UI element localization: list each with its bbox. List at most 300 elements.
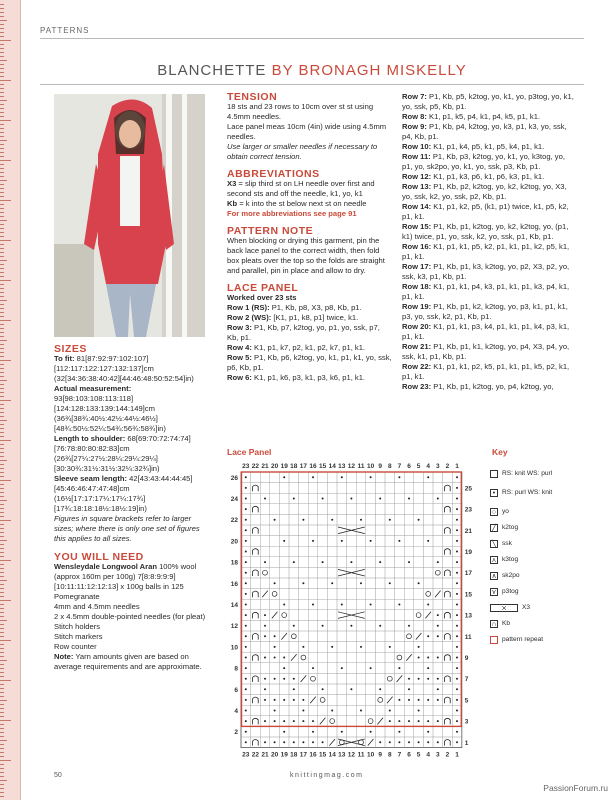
purl-dot bbox=[274, 657, 276, 659]
ruler-tick bbox=[0, 236, 4, 237]
purl-dot bbox=[341, 604, 343, 606]
tension-heading: TENSION bbox=[227, 91, 278, 103]
ruler-tick bbox=[0, 732, 4, 733]
purl-dot bbox=[283, 731, 285, 733]
lace-row-text: P1, Kb, p4, k2tog, yo, k3, p1, k3, yo, ssk, p4, Kb, p1. bbox=[402, 122, 567, 141]
ruler-tick bbox=[0, 308, 4, 309]
lace-panel-chart bbox=[225, 458, 485, 758]
ruler-tick bbox=[0, 576, 4, 577]
ruler-tick bbox=[0, 528, 4, 529]
purl-dot bbox=[456, 741, 458, 743]
purl-dot bbox=[322, 741, 324, 743]
lace-row-label: Row 16: bbox=[402, 242, 432, 251]
purl-dot bbox=[408, 720, 410, 722]
need-item: Stitch markers bbox=[54, 632, 103, 641]
column-label: 13 bbox=[338, 463, 346, 470]
ruler-tick bbox=[0, 72, 4, 73]
purl-dot bbox=[427, 604, 429, 606]
column-label: 16 bbox=[309, 751, 317, 759]
forum-watermark: PassionForum.ru bbox=[543, 783, 608, 793]
purl-dot bbox=[274, 741, 276, 743]
red-box-icon bbox=[490, 636, 498, 644]
ruler-tick bbox=[0, 796, 4, 797]
purl-dot bbox=[245, 657, 247, 659]
purl-dot bbox=[456, 678, 458, 680]
ruler-tick bbox=[0, 400, 11, 401]
purl-dot bbox=[456, 498, 458, 500]
column-label: 11 bbox=[357, 463, 365, 470]
purl-dot bbox=[427, 667, 429, 669]
ruler-tick bbox=[0, 424, 4, 425]
purl-dot bbox=[245, 561, 247, 563]
slash-right-icon: ╱ bbox=[491, 525, 497, 532]
key-item bbox=[490, 524, 518, 532]
lace-row-label: Row 19: bbox=[402, 302, 432, 311]
column-label: 2 bbox=[445, 463, 450, 470]
ruler-tick bbox=[0, 456, 4, 457]
ruler-tick bbox=[0, 320, 11, 321]
purl-dot bbox=[322, 625, 324, 627]
lace-row-text: K1, p1, k5, p4, k1, p4, k5, p1, k1. bbox=[426, 112, 541, 121]
lace-row-text: K1, p1, k1, p5, k2, p1, k1, p1, k2, p5, k1, p1, k1. bbox=[402, 242, 570, 261]
section-tag: PATTERNS bbox=[40, 26, 90, 35]
lace-row-label: Row 23: bbox=[402, 382, 432, 391]
more-abbreviations-link[interactable]: For more abbreviations see page 91 bbox=[227, 209, 357, 218]
column-label: 4 bbox=[426, 751, 431, 759]
ruler-tick bbox=[0, 248, 4, 249]
ruler-tick bbox=[0, 620, 7, 621]
ruler-tick bbox=[0, 40, 11, 41]
lace-row-label: Row 12: bbox=[402, 172, 432, 181]
ruler-tick bbox=[0, 520, 11, 521]
ruler-tick bbox=[0, 776, 4, 777]
purl-dot bbox=[418, 741, 420, 743]
purl-dot bbox=[264, 688, 266, 690]
purl-dot bbox=[398, 699, 400, 701]
row-label: 10 bbox=[230, 644, 238, 652]
purl-dot bbox=[418, 720, 420, 722]
purl-dot bbox=[437, 635, 439, 637]
ruler-tick bbox=[0, 188, 4, 189]
ruler-tick bbox=[0, 272, 4, 273]
ruler-tick bbox=[0, 392, 4, 393]
ruler-tick bbox=[0, 432, 4, 433]
purl-dot bbox=[245, 593, 247, 595]
ruler-tick bbox=[0, 304, 4, 305]
ruler-tick bbox=[0, 324, 4, 325]
ruler-tick bbox=[0, 436, 4, 437]
key-label: RS: knit WS: purl bbox=[502, 470, 553, 477]
lace-row-text: P1, Kb, p1, k3, k2tog, yo, p2, X3, p2, yo, ssk, k3, p1, Kb, p1. bbox=[402, 262, 570, 281]
purl-dot bbox=[389, 710, 391, 712]
purl-dot bbox=[293, 498, 295, 500]
ruler-tick bbox=[0, 276, 4, 277]
purl-dot bbox=[370, 476, 372, 478]
purl-dot bbox=[370, 540, 372, 542]
ruler-tick bbox=[0, 300, 7, 301]
lace-row bbox=[402, 182, 574, 202]
cross-cable-icon: ⨯ bbox=[490, 604, 518, 612]
purl-dot bbox=[312, 667, 314, 669]
purl-dot bbox=[264, 625, 266, 627]
column-label: 6 bbox=[407, 463, 411, 470]
ruler-tick bbox=[0, 640, 11, 641]
purl-dot bbox=[389, 720, 391, 722]
ruler-tick bbox=[0, 560, 11, 561]
ruler-tick bbox=[0, 668, 4, 669]
purl-dot bbox=[293, 741, 295, 743]
ruler-tick bbox=[0, 680, 11, 681]
lace-row-text: P1, Kb, p6, k2tog, yo, k1, p1, k1, yo, ssk, p6, Kb, p1. bbox=[227, 353, 392, 372]
key-label: yo bbox=[502, 508, 509, 515]
purl-dot bbox=[274, 710, 276, 712]
ruler-tick bbox=[0, 264, 4, 265]
purl-dot bbox=[427, 720, 429, 722]
purl-dot bbox=[331, 582, 333, 584]
lace-row-text: K1, p1, k6, p3, k1, p3, k6, p1, k1. bbox=[251, 373, 366, 382]
column-label: 4 bbox=[426, 463, 431, 470]
key-item bbox=[490, 540, 512, 548]
abbreviations-heading: ABBREVIATIONS bbox=[227, 168, 320, 180]
ruler-tick bbox=[0, 516, 4, 517]
purl-dot bbox=[331, 710, 333, 712]
purl-dot bbox=[370, 731, 372, 733]
purl-dot bbox=[379, 688, 381, 690]
purl-dot bbox=[456, 614, 458, 616]
key-label: Kb bbox=[502, 620, 511, 627]
purl-dot bbox=[293, 699, 295, 701]
purl-dot bbox=[456, 604, 458, 606]
lace-row-text: K1, p1, k3, p6, k1, p6, k3, p1, k1. bbox=[431, 172, 545, 181]
ruler-tick bbox=[0, 428, 4, 429]
lace-row-label: Row 7: bbox=[402, 92, 427, 101]
row-label: 21 bbox=[464, 527, 473, 535]
ruler-tick bbox=[0, 504, 4, 505]
ruler-tick bbox=[0, 788, 4, 789]
lace-row-label: Row 1 (RS): bbox=[227, 303, 270, 312]
column-label: 14 bbox=[328, 463, 336, 470]
purl-dot bbox=[398, 720, 400, 722]
arch-icon: ∩ bbox=[491, 621, 497, 628]
purl-dot bbox=[379, 561, 381, 563]
lace-row-text: P1, Kb, p5, k2tog, yo, k1, yo, p3tog, yo, k1, yo, ssk, p5, Kb, p1. bbox=[402, 92, 574, 111]
ruler-tick bbox=[0, 660, 7, 661]
row-label: 9 bbox=[464, 655, 469, 662]
ruler-tick bbox=[0, 68, 4, 69]
key-label: X3 bbox=[522, 604, 531, 611]
purl-dot bbox=[245, 529, 247, 531]
ruler-tick bbox=[0, 280, 11, 281]
ruler-tick bbox=[0, 32, 4, 33]
column-label: 5 bbox=[416, 463, 421, 470]
actual-measurement-label: Actual measurement: bbox=[54, 384, 132, 393]
purl-dot bbox=[456, 699, 458, 701]
row-label: 8 bbox=[234, 665, 238, 673]
lace-row bbox=[227, 313, 393, 323]
ruler-tick bbox=[0, 512, 4, 513]
lace-row-text: K1, p1, k1, p2, k5, p1, k1, p1, k5, p2, k1, p1, k1. bbox=[402, 362, 570, 381]
purl-dot bbox=[456, 635, 458, 637]
ruler-tick bbox=[0, 508, 4, 509]
purl-dot bbox=[302, 741, 304, 743]
ruler-tick bbox=[0, 200, 11, 201]
purl-dot bbox=[293, 678, 295, 680]
sleeve-label: Sleeve seam length: bbox=[54, 474, 128, 483]
column-label: 20 bbox=[270, 751, 279, 759]
purl-dot bbox=[245, 582, 247, 584]
ruler-tick bbox=[0, 100, 7, 101]
row-label: 5 bbox=[464, 697, 469, 705]
sizes-note: Figures in square brackets refer to larger sizes; where there is only one set of figures this applies to all sizes. bbox=[54, 514, 200, 543]
ruler-tick bbox=[0, 492, 4, 493]
purl-dot bbox=[302, 720, 304, 722]
purl-dot bbox=[456, 667, 458, 669]
pattern-note-heading: PATTERN NOTE bbox=[227, 225, 314, 237]
purl-dot bbox=[418, 582, 420, 584]
need-item: 4mm and 4.5mm needles bbox=[54, 602, 140, 611]
purl-dot bbox=[264, 498, 266, 500]
need-item: Row counter bbox=[54, 642, 97, 651]
ruler-tick bbox=[0, 292, 4, 293]
column-label: 1 bbox=[455, 751, 459, 759]
column-label: 16 bbox=[309, 463, 317, 470]
purl-dot bbox=[245, 720, 247, 722]
column-label: 15 bbox=[318, 463, 327, 470]
lace-row bbox=[402, 362, 574, 382]
abbrev-x3: = slip third st on LH needle over first and second sts and off the needle, k1, yo, k1 bbox=[227, 179, 375, 198]
length-label: Length to shoulder: bbox=[54, 434, 126, 443]
purl-dot bbox=[418, 646, 420, 648]
purl-dot bbox=[245, 688, 247, 690]
page-number: 50 bbox=[54, 772, 62, 779]
ruler-tick bbox=[0, 96, 4, 97]
purl-dot bbox=[456, 720, 458, 722]
lace-row-text: K1, p1, k1, p3, k4, p1, k1, p1, k4, p3, k1, p1, k1. bbox=[402, 322, 570, 341]
lace-row-label: Row 8: bbox=[402, 112, 427, 121]
purl-dot bbox=[456, 561, 458, 563]
need-item: Stitch holders bbox=[54, 622, 101, 631]
ruler-tick bbox=[0, 204, 4, 205]
purl-dot bbox=[274, 699, 276, 701]
purl-dot bbox=[427, 678, 429, 680]
purl-dot bbox=[302, 699, 304, 701]
purl-dot bbox=[437, 561, 439, 563]
ruler-tick bbox=[0, 128, 4, 129]
purl-dot bbox=[264, 741, 266, 743]
lace-row bbox=[402, 222, 574, 242]
ruler-tick bbox=[0, 612, 4, 613]
purl-dot bbox=[418, 678, 420, 680]
column-label: 23 bbox=[242, 751, 250, 759]
purl-dot bbox=[456, 731, 458, 733]
column-label: 10 bbox=[366, 463, 375, 470]
lace-row bbox=[402, 92, 574, 112]
row-label: 2 bbox=[234, 729, 238, 737]
ruler-tick bbox=[0, 92, 4, 93]
purl-dot bbox=[379, 625, 381, 627]
row-label: 17 bbox=[464, 570, 473, 578]
ruler-tick bbox=[0, 124, 4, 125]
ruler-tick bbox=[0, 164, 4, 165]
tension-line: 18 sts and 23 rows to 10cm over st st using 4.5mm needles. bbox=[227, 102, 374, 121]
ruler-tick bbox=[0, 172, 4, 173]
ruler-tick bbox=[0, 684, 4, 685]
ruler-tick bbox=[0, 12, 4, 13]
ruler-tick bbox=[0, 252, 4, 253]
ruler-tick bbox=[0, 88, 4, 89]
ruler-tick bbox=[0, 460, 7, 461]
need-note-label: Note: bbox=[54, 652, 74, 661]
lace-row-label: Row 15: bbox=[402, 222, 432, 231]
purl-dot bbox=[245, 699, 247, 701]
purl-dot bbox=[264, 720, 266, 722]
purl-dot bbox=[398, 604, 400, 606]
lace-row bbox=[402, 322, 574, 342]
lace-row bbox=[227, 323, 393, 343]
ruler-tick bbox=[0, 220, 7, 221]
purl-dot bbox=[398, 731, 400, 733]
ruler-tick bbox=[0, 104, 4, 105]
ruler-tick bbox=[0, 316, 4, 317]
purl-dot bbox=[456, 646, 458, 648]
lace-row-label: Row 22: bbox=[402, 362, 432, 371]
ruler-tick bbox=[0, 76, 4, 77]
ruler-tick bbox=[0, 184, 4, 185]
ruler-tick bbox=[0, 484, 4, 485]
ruler-tick bbox=[0, 148, 4, 149]
ruler-tick bbox=[0, 112, 4, 113]
column-label: 22 bbox=[251, 463, 260, 470]
ruler-tick bbox=[0, 496, 4, 497]
ruler-tick bbox=[0, 208, 4, 209]
purl-dot bbox=[350, 688, 352, 690]
ruler-tick bbox=[0, 736, 4, 737]
ruler-tick bbox=[0, 312, 4, 313]
column-label: 15 bbox=[318, 751, 327, 759]
purl-dot bbox=[293, 561, 295, 563]
purl-dot bbox=[245, 487, 247, 489]
ruler-tick bbox=[0, 752, 4, 753]
lace-row-label: Row 9: bbox=[402, 122, 427, 131]
purl-dot bbox=[283, 667, 285, 669]
lace-row-text: K1, p1, k2, p5, (k1, p1) twice, k1, p5, k2, p1, k1. bbox=[402, 202, 569, 221]
pattern-name: BLANCHETTE bbox=[157, 62, 267, 79]
ruler-tick bbox=[0, 232, 4, 233]
ruler-tick bbox=[0, 328, 4, 329]
purl-dot bbox=[322, 561, 324, 563]
ruler-tick bbox=[0, 256, 4, 257]
circle-icon: ○ bbox=[491, 509, 497, 516]
ruler-tick bbox=[0, 268, 4, 269]
purl-dot bbox=[456, 476, 458, 478]
ruler-tick bbox=[0, 56, 4, 57]
purl-dot bbox=[293, 688, 295, 690]
ruler-tick bbox=[0, 452, 4, 453]
lace-row bbox=[402, 242, 574, 262]
purl-dot bbox=[456, 688, 458, 690]
purl-dot bbox=[293, 625, 295, 627]
purl-dot bbox=[245, 604, 247, 606]
worked-over: Worked over 23 sts bbox=[227, 293, 297, 302]
purl-dot bbox=[408, 699, 410, 701]
column-label: 17 bbox=[299, 463, 308, 470]
ruler-tick bbox=[0, 228, 4, 229]
tension-note: Use larger or smaller needles if necessary to obtain correct tension. bbox=[227, 142, 378, 161]
ruler-tick bbox=[0, 80, 11, 81]
purl-dot bbox=[398, 476, 400, 478]
purl-dot bbox=[360, 646, 362, 648]
purl-dot bbox=[437, 625, 439, 627]
ruler-tick bbox=[0, 596, 4, 597]
lace-row-text: K1, p1, k4, p5, k1, p5, k4, p1, k1. bbox=[431, 142, 545, 151]
key-item bbox=[490, 636, 543, 644]
ruler-tick bbox=[0, 260, 7, 261]
ruler-tick bbox=[0, 552, 4, 553]
key-label: pattern repeat bbox=[502, 636, 544, 643]
purl-dot bbox=[245, 551, 247, 553]
purl-dot bbox=[322, 498, 324, 500]
ruler-tick bbox=[0, 476, 4, 477]
row-label: 15 bbox=[464, 591, 473, 599]
lace-row-label: Row 14: bbox=[402, 202, 432, 211]
purl-dot bbox=[341, 540, 343, 542]
lace-row-text: P1, Kb, p8, X3, p8, Kb, p1. bbox=[269, 303, 362, 312]
column-label: 23 bbox=[242, 463, 250, 470]
ruler-tick bbox=[0, 24, 4, 25]
purl-dot bbox=[245, 731, 247, 733]
purl-dot bbox=[418, 519, 420, 521]
ruler-tick bbox=[0, 284, 4, 285]
purl-dot bbox=[245, 678, 247, 680]
purl-dot bbox=[418, 710, 420, 712]
ruler-tick bbox=[0, 224, 4, 225]
ruler-tick bbox=[0, 384, 4, 385]
lace-row bbox=[402, 152, 574, 172]
column-label: 5 bbox=[416, 751, 421, 759]
purl-dot bbox=[408, 498, 410, 500]
purl-dot bbox=[456, 551, 458, 553]
purl-dot bbox=[427, 731, 429, 733]
purl-dot bbox=[264, 657, 266, 659]
measuring-ruler bbox=[0, 0, 21, 800]
purl-dot bbox=[302, 519, 304, 521]
actual-measurement-value: 93[98:103:108:113:118] [124:128:133:139:144:149]cm (36¾[38¾:40½:42½:44½:46½] [48¾:50½:52¼:54¾:56¾:58¾]in) bbox=[54, 394, 166, 433]
purl-dot bbox=[427, 699, 429, 701]
key-item bbox=[490, 572, 520, 580]
lace-row-text: P1, Kb, p1, k2, k2tog, yo, p3, k1, p1, k1, p3, yo, ssk, k2, p1, Kb, p1. bbox=[402, 302, 568, 321]
column-label: 9 bbox=[378, 463, 383, 470]
ruler-tick bbox=[0, 132, 4, 133]
row-label: 20 bbox=[230, 538, 238, 546]
purl-dot bbox=[437, 688, 439, 690]
purl-dot bbox=[312, 720, 314, 722]
ruler-tick bbox=[0, 540, 7, 541]
ruler-tick bbox=[0, 420, 7, 421]
purl-dot bbox=[283, 699, 285, 701]
lace-row bbox=[227, 303, 393, 313]
row-label: 7 bbox=[464, 676, 469, 684]
ruler-tick bbox=[0, 60, 7, 61]
ruler-tick bbox=[0, 360, 11, 361]
purl-dot bbox=[398, 540, 400, 542]
purl-dot bbox=[418, 657, 420, 659]
purl-dot bbox=[274, 635, 276, 637]
ruler-tick bbox=[0, 340, 7, 341]
ruler-tick bbox=[0, 108, 4, 109]
purl-dot bbox=[245, 614, 247, 616]
ruler-tick bbox=[0, 464, 4, 465]
ruler-tick bbox=[0, 416, 4, 417]
